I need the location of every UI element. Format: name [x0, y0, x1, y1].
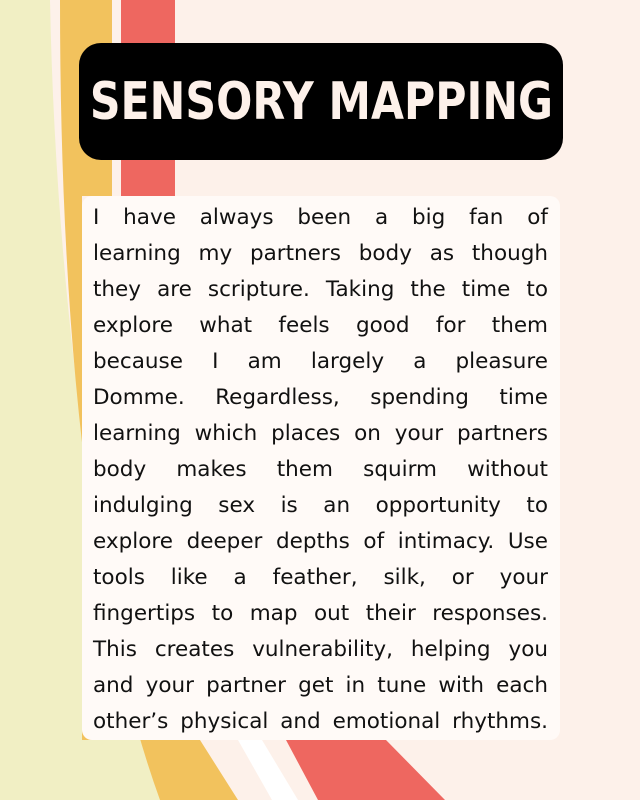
body-line: fingertips to map out their responses. [93, 601, 548, 626]
body-line: This creates vulnerability, helping you [93, 637, 548, 662]
body-line: because I am largely a pleasure [93, 349, 548, 374]
page-title: SENSORY MAPPING [89, 71, 553, 132]
body-line: Domme. Regardless, spending time [93, 385, 548, 410]
body-line: I have always been a big fan of [93, 205, 548, 230]
title-banner [79, 43, 563, 160]
white-stripe-lower [238, 740, 298, 800]
body-paragraph [93, 200, 548, 740]
body-line: indulging sex is an opportunity to [93, 493, 548, 518]
body-line: explore what feels good for them [93, 313, 548, 338]
red-stripe-bottom [286, 740, 445, 800]
body-line: they are scripture. Taking the time to [93, 277, 548, 302]
body-line: learning my partners body as though [93, 241, 548, 266]
body-line: and your partner get in tune with each [93, 673, 548, 698]
body-line: explore deeper depths of intimacy. Use [93, 529, 548, 554]
body-line: body makes them squirm without [93, 457, 548, 482]
body-line: tools like a feather, silk, or your [93, 565, 548, 590]
body-line: other’s physical and emotional rhythms. [93, 709, 548, 734]
body-line: learning which places on your partners [93, 421, 548, 446]
